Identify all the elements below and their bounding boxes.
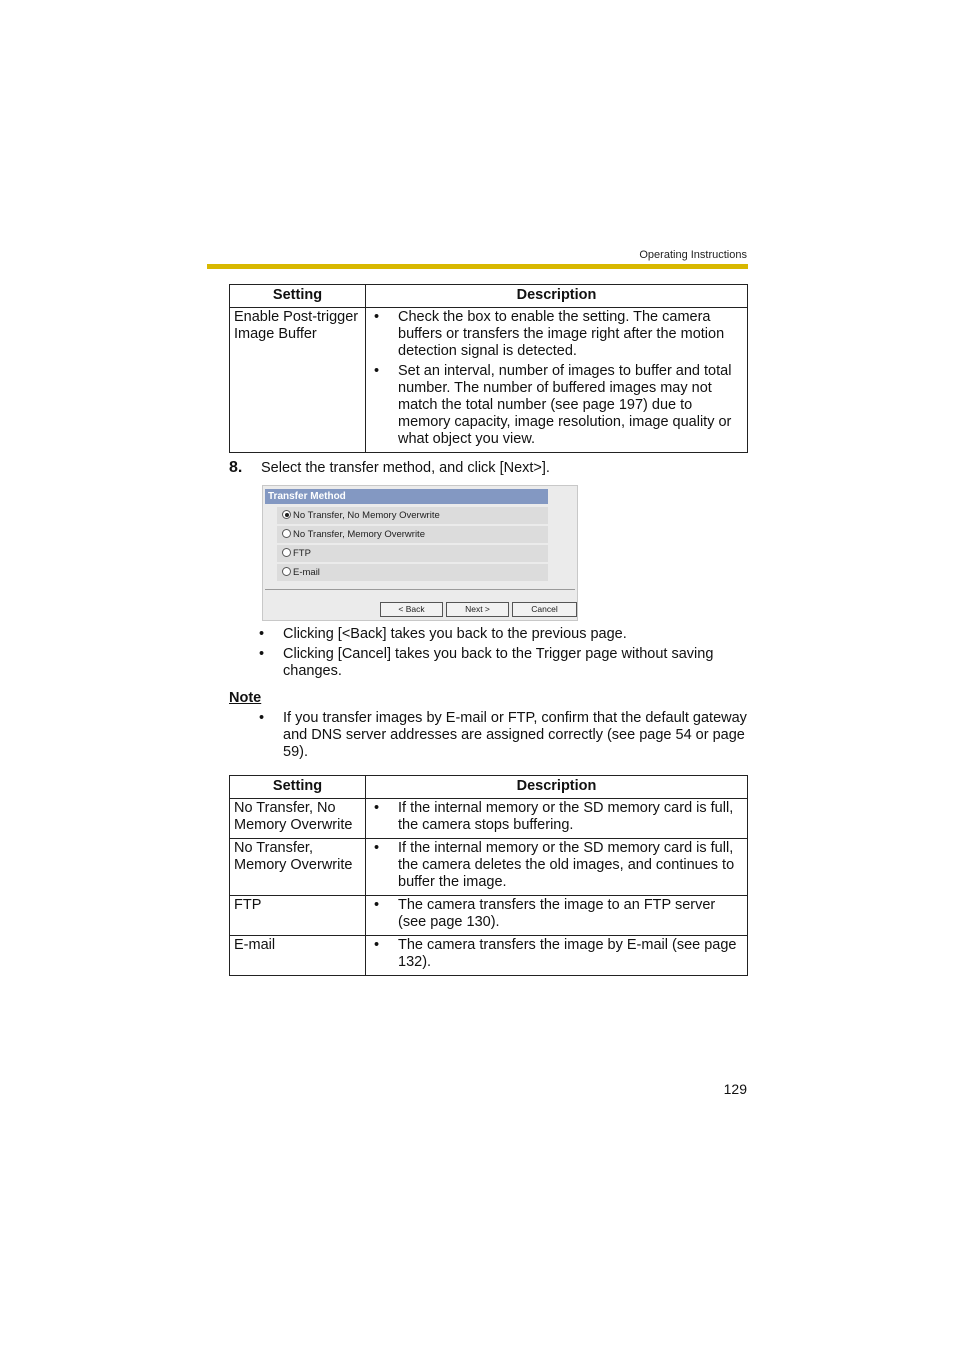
setting-description [366,799,748,839]
cancel-button[interactable]: Cancel [512,602,577,617]
description-bullet: • The camera transfers the image by E-mail (see page 132). [370,937,741,971]
settings-table-2 [229,775,748,976]
table-header-row [230,285,748,308]
setting-name: No Transfer, No Memory Overwrite [230,799,366,839]
radio-label: FTP [293,548,311,559]
radio-selected-icon[interactable] [282,510,291,519]
setting-description [366,936,748,976]
setting-name: E-mail [230,936,366,976]
setting-name: FTP [230,896,366,936]
step-text: Select the transfer method, and click [Next>]. [261,460,550,476]
description-bullet: • Set an interval, number of images to buffer and total number. The number of buffered images may not match the total number (see page 197) due to memory capacity, image resolution, image quality or what object you view. [370,363,741,448]
table-row [230,839,748,896]
description-bullet: • If the internal memory or the SD memory card is full, the camera stops buffering. [370,800,741,834]
panel-divider [265,589,575,590]
note-list [259,710,749,764]
note-heading: Note [229,690,262,706]
header-rule [207,264,748,269]
panel-title: Transfer Method [265,489,548,504]
next-button[interactable]: Next > [446,602,509,617]
column-header-description: Description [366,776,748,799]
description-bullet: • The camera transfers the image to an FTP server (see page 130). [370,897,741,931]
list-item: • If you transfer images by E-mail or FTP, confirm that the default gateway and DNS server addresses are assigned correctly (see page 54 or page 59). [259,710,749,761]
step-notes [259,626,749,683]
table-row [230,308,748,453]
setting-name: No Transfer, Memory Overwrite [230,839,366,896]
radio-icon[interactable] [282,529,291,538]
radio-label: No Transfer, No Memory Overwrite [293,510,440,521]
column-header-description: Description [366,285,748,308]
column-header-setting: Setting [230,285,366,308]
transfer-method-screenshot [262,485,578,621]
setting-name: Enable Post-trigger Image Buffer [230,308,366,453]
radio-icon[interactable] [282,567,291,576]
running-header: Operating Instructions [639,249,747,261]
setting-description [366,308,748,453]
radio-option-no-transfer-no-overwrite[interactable] [277,507,548,524]
step-number: 8. [229,459,243,476]
description-bullet: • If the internal memory or the SD memory card is full, the camera deletes the old images, and continues to buffer the image. [370,840,741,891]
radio-label: E-mail [293,567,320,578]
column-header-setting: Setting [230,776,366,799]
radio-label: No Transfer, Memory Overwrite [293,529,425,540]
list-item: • Clicking [<Back] takes you back to the previous page. [259,626,749,643]
list-item: • Clicking [Cancel] takes you back to the Trigger page without saving changes. [259,646,749,680]
radio-option-email[interactable] [277,564,548,581]
radio-icon[interactable] [282,548,291,557]
page-number: 129 [723,1081,747,1097]
step-instruction [229,459,550,477]
back-button[interactable]: < Back [380,602,443,617]
table-header-row [230,776,748,799]
radio-option-ftp[interactable] [277,545,548,562]
table-row [230,799,748,839]
setting-description [366,896,748,936]
table-row [230,896,748,936]
description-bullet: • Check the box to enable the setting. The camera buffers or transfers the image right after the motion detection signal is detected. [370,309,741,360]
settings-table-1 [229,284,748,453]
table-row [230,936,748,976]
setting-description [366,839,748,896]
radio-option-no-transfer-overwrite[interactable] [277,526,548,543]
